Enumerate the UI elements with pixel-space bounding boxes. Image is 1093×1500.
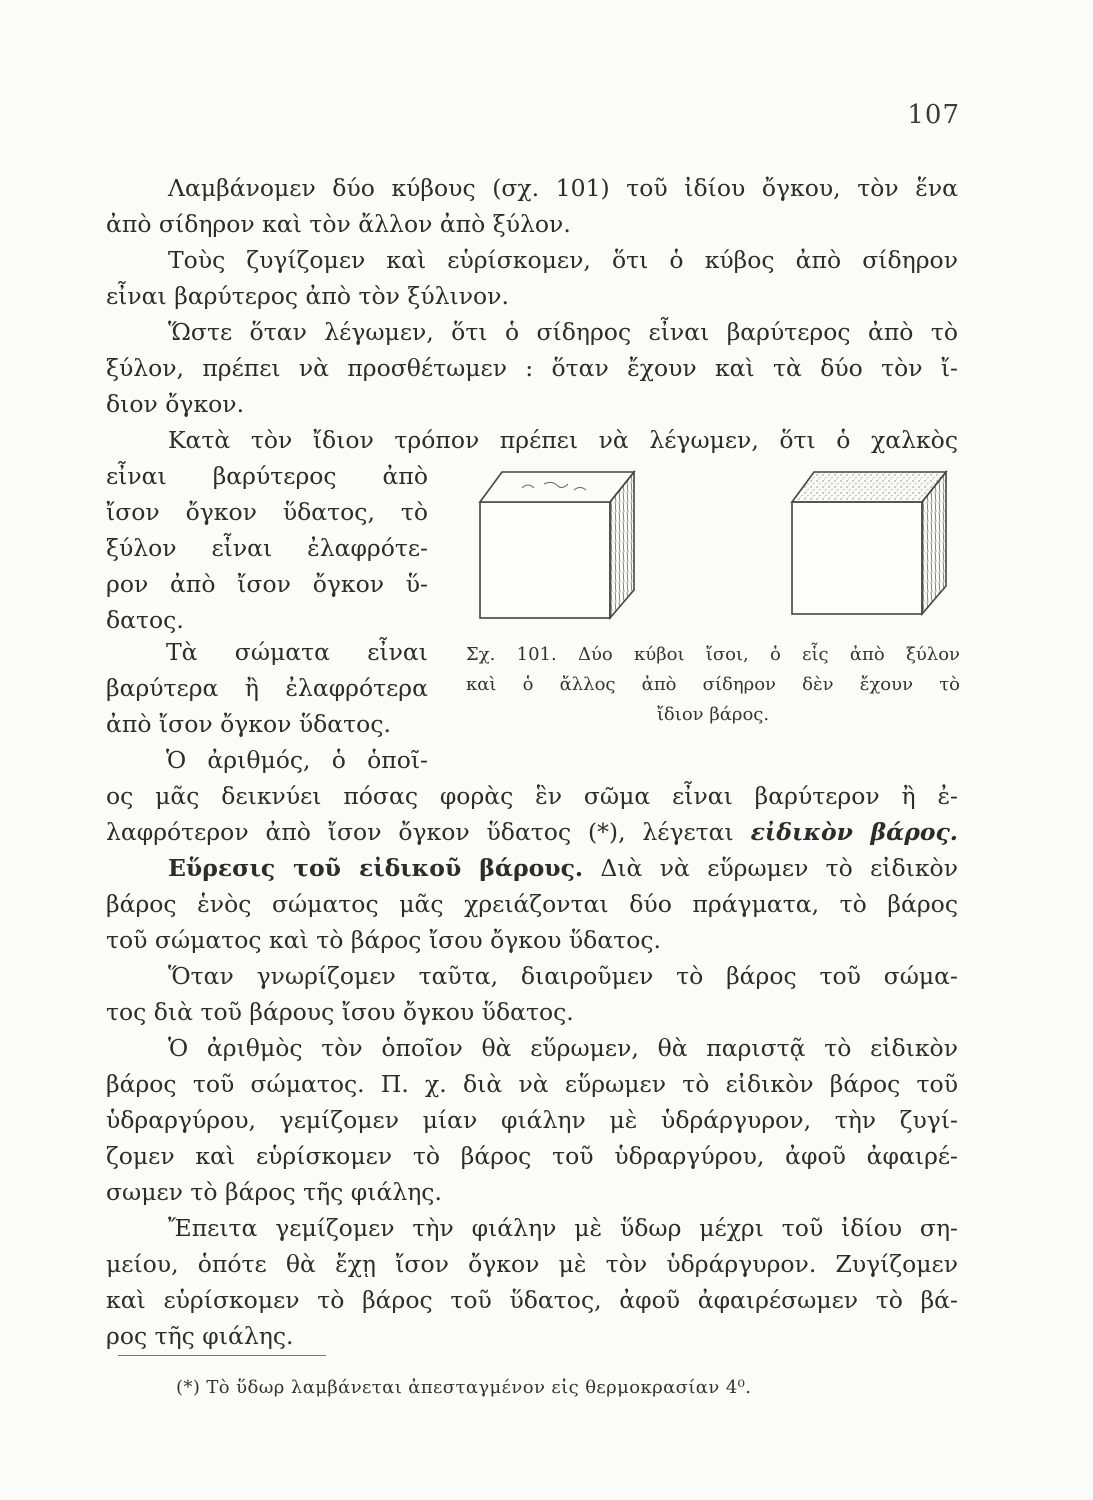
definition-term: εἰδικὸν βάρος. [750, 818, 958, 846]
text-line [106, 814, 958, 850]
text-line: Κατὰ τὸν ἴδιον τρόπον πρέπει νὰ λέγωμεν, ὅτι ὁ χαλκὸς [168, 426, 958, 454]
text-line: ρος τῆς φιάλης. [106, 1322, 294, 1350]
text-line: ἴσον ὄγκον ὕδατος, τὸ [106, 498, 428, 526]
text-line: τος διὰ τοῦ βάρους ἴσου ὄγκου ὕδατος. [106, 998, 574, 1026]
text-line: Ἔπειτα γεμίζομεν τὴν φιάλην μὲ ὕδωρ μέχρι τοῦ ἰδίου ση- [168, 1214, 958, 1242]
text-line: ἀπὸ ἴσον ὄγκον ὕδατος. [106, 710, 391, 738]
iron-cube [792, 472, 946, 614]
figure-caption-line: Σχ. 101. Δύο κύβοι ἴσοι, ὁ εἷς ἀπὸ ξύλον [466, 644, 960, 665]
text-line: εἶναι βαρύτερος ἀπὸ [106, 462, 428, 490]
page-number: 107 [907, 100, 960, 130]
text-line: διον ὄγκον. [106, 390, 245, 418]
text-line: Ὁ ἀριθμός, ὁ ὁποῖ- [166, 746, 428, 774]
text-line: ρον ἀπὸ ἴσον ὄγκον ὕ- [106, 570, 428, 598]
text-line: εἶναι βαρύτερος ἀπὸ τὸν ξύλινον. [106, 282, 509, 310]
text-line: Τὰ σώματα εἶναι [166, 638, 428, 666]
text-line: Λαμβάνομεν δύο κύβους (σχ. 101) τοῦ ἰδίου ὄγκου, τὸν ἕνα [168, 174, 958, 202]
figure-caption-line: ἴδιον βάρος. [656, 704, 770, 725]
text-line: ος μᾶς δεικνύει πόσας φορὰς ἓν σῶμα εἶναι βαρύτερον ἢ ἐ- [106, 782, 958, 810]
section-heading-rest: Διὰ νὰ εὕρωμεν τὸ εἰδικὸν [600, 854, 958, 882]
text-line: ξύλον, πρέπει νὰ προσθέτωμεν : ὅταν ἔχουν καὶ τὰ δύο τὸν ἴ- [106, 354, 958, 382]
section-heading: Εὕρεσις τοῦ εἰδικοῦ βάρους. [168, 854, 584, 882]
text-line: Ὥστε ὅταν λέγωμεν, ὅτι ὁ σίδηρος εἶναι βαρύτερος ἀπὸ τὸ [168, 318, 958, 346]
text-line [168, 850, 958, 886]
text-line: σωμεν τὸ βάρος τῆς φιάλης. [106, 1178, 442, 1206]
wooden-cube [480, 472, 634, 618]
footnote: (*) Τὸ ὕδωρ λαμβάνεται ἀπεσταγμένον εἰς θερμοκρασίαν 4⁰. [176, 1377, 752, 1398]
text-line: Ὅταν γνωρίζομεν ταῦτα, διαιροῦμεν τὸ βάρος τοῦ σώμα- [168, 962, 958, 990]
text-line: ἀπὸ σίδηρον καὶ τὸν ἄλλον ἀπὸ ξύλον. [106, 210, 571, 238]
text-line: βαρύτερα ἢ ἐλαφρότερα [106, 674, 428, 702]
text-line: τοῦ σώματος καὶ τὸ βάρος ἴσου ὄγκου ὕδατος. [106, 926, 661, 954]
text-line: βάρος τοῦ σώματος. Π. χ. διὰ νὰ εὕρωμεν τὸ εἰδικὸν βάρος τοῦ [106, 1070, 958, 1098]
definition-text: λαφρότερον ἀπὸ ἴσον ὄγκον ὕδατος (*), λέγεται [106, 818, 734, 846]
text-line: μείου, ὁπότε θὰ ἔχῃ ἴσον ὄγκον μὲ τὸν ὑδράργυρον. Ζυγίζομεν [106, 1250, 958, 1278]
text-line: ζομεν καὶ εὑρίσκομεν τὸ βάρος τοῦ ὑδραργύρου, ἀφοῦ ἀφαιρέ- [106, 1142, 958, 1170]
text-line: δατος. [106, 606, 184, 634]
text-line: ὑδραργύρου, γεμίζομεν μίαν φιάλην μὲ ὑδράργυρον, τὴν ζυγί- [106, 1106, 958, 1134]
text-line: Τοὺς ζυγίζομεν καὶ εὑρίσκομεν, ὅτι ὁ κύβος ἀπὸ σίδηρον [168, 246, 958, 274]
text-line: καὶ εὑρίσκομεν τὸ βάρος τοῦ ὕδατος, ἀφοῦ ἀφαιρέσωμεν τὸ βά- [106, 1286, 958, 1314]
figure-caption-line: καὶ ὁ ἄλλος ἀπὸ σίδηρον δὲν ἔχουν τὸ [466, 674, 960, 695]
footnote-rule [118, 1355, 326, 1356]
text-line: βάρος ἑνὸς σώματος μᾶς χρειάζονται δύο πράγματα, τὸ βάρος [106, 890, 958, 918]
two-cubes-figure [462, 462, 962, 634]
text-line: ξύλον εἶναι ἐλαφρότε- [106, 534, 428, 562]
text-line: Ὁ ἀριθμὸς τὸν ὁποῖον θὰ εὕρωμεν, θὰ παριστᾷ τὸ εἰδικὸν [168, 1034, 958, 1062]
